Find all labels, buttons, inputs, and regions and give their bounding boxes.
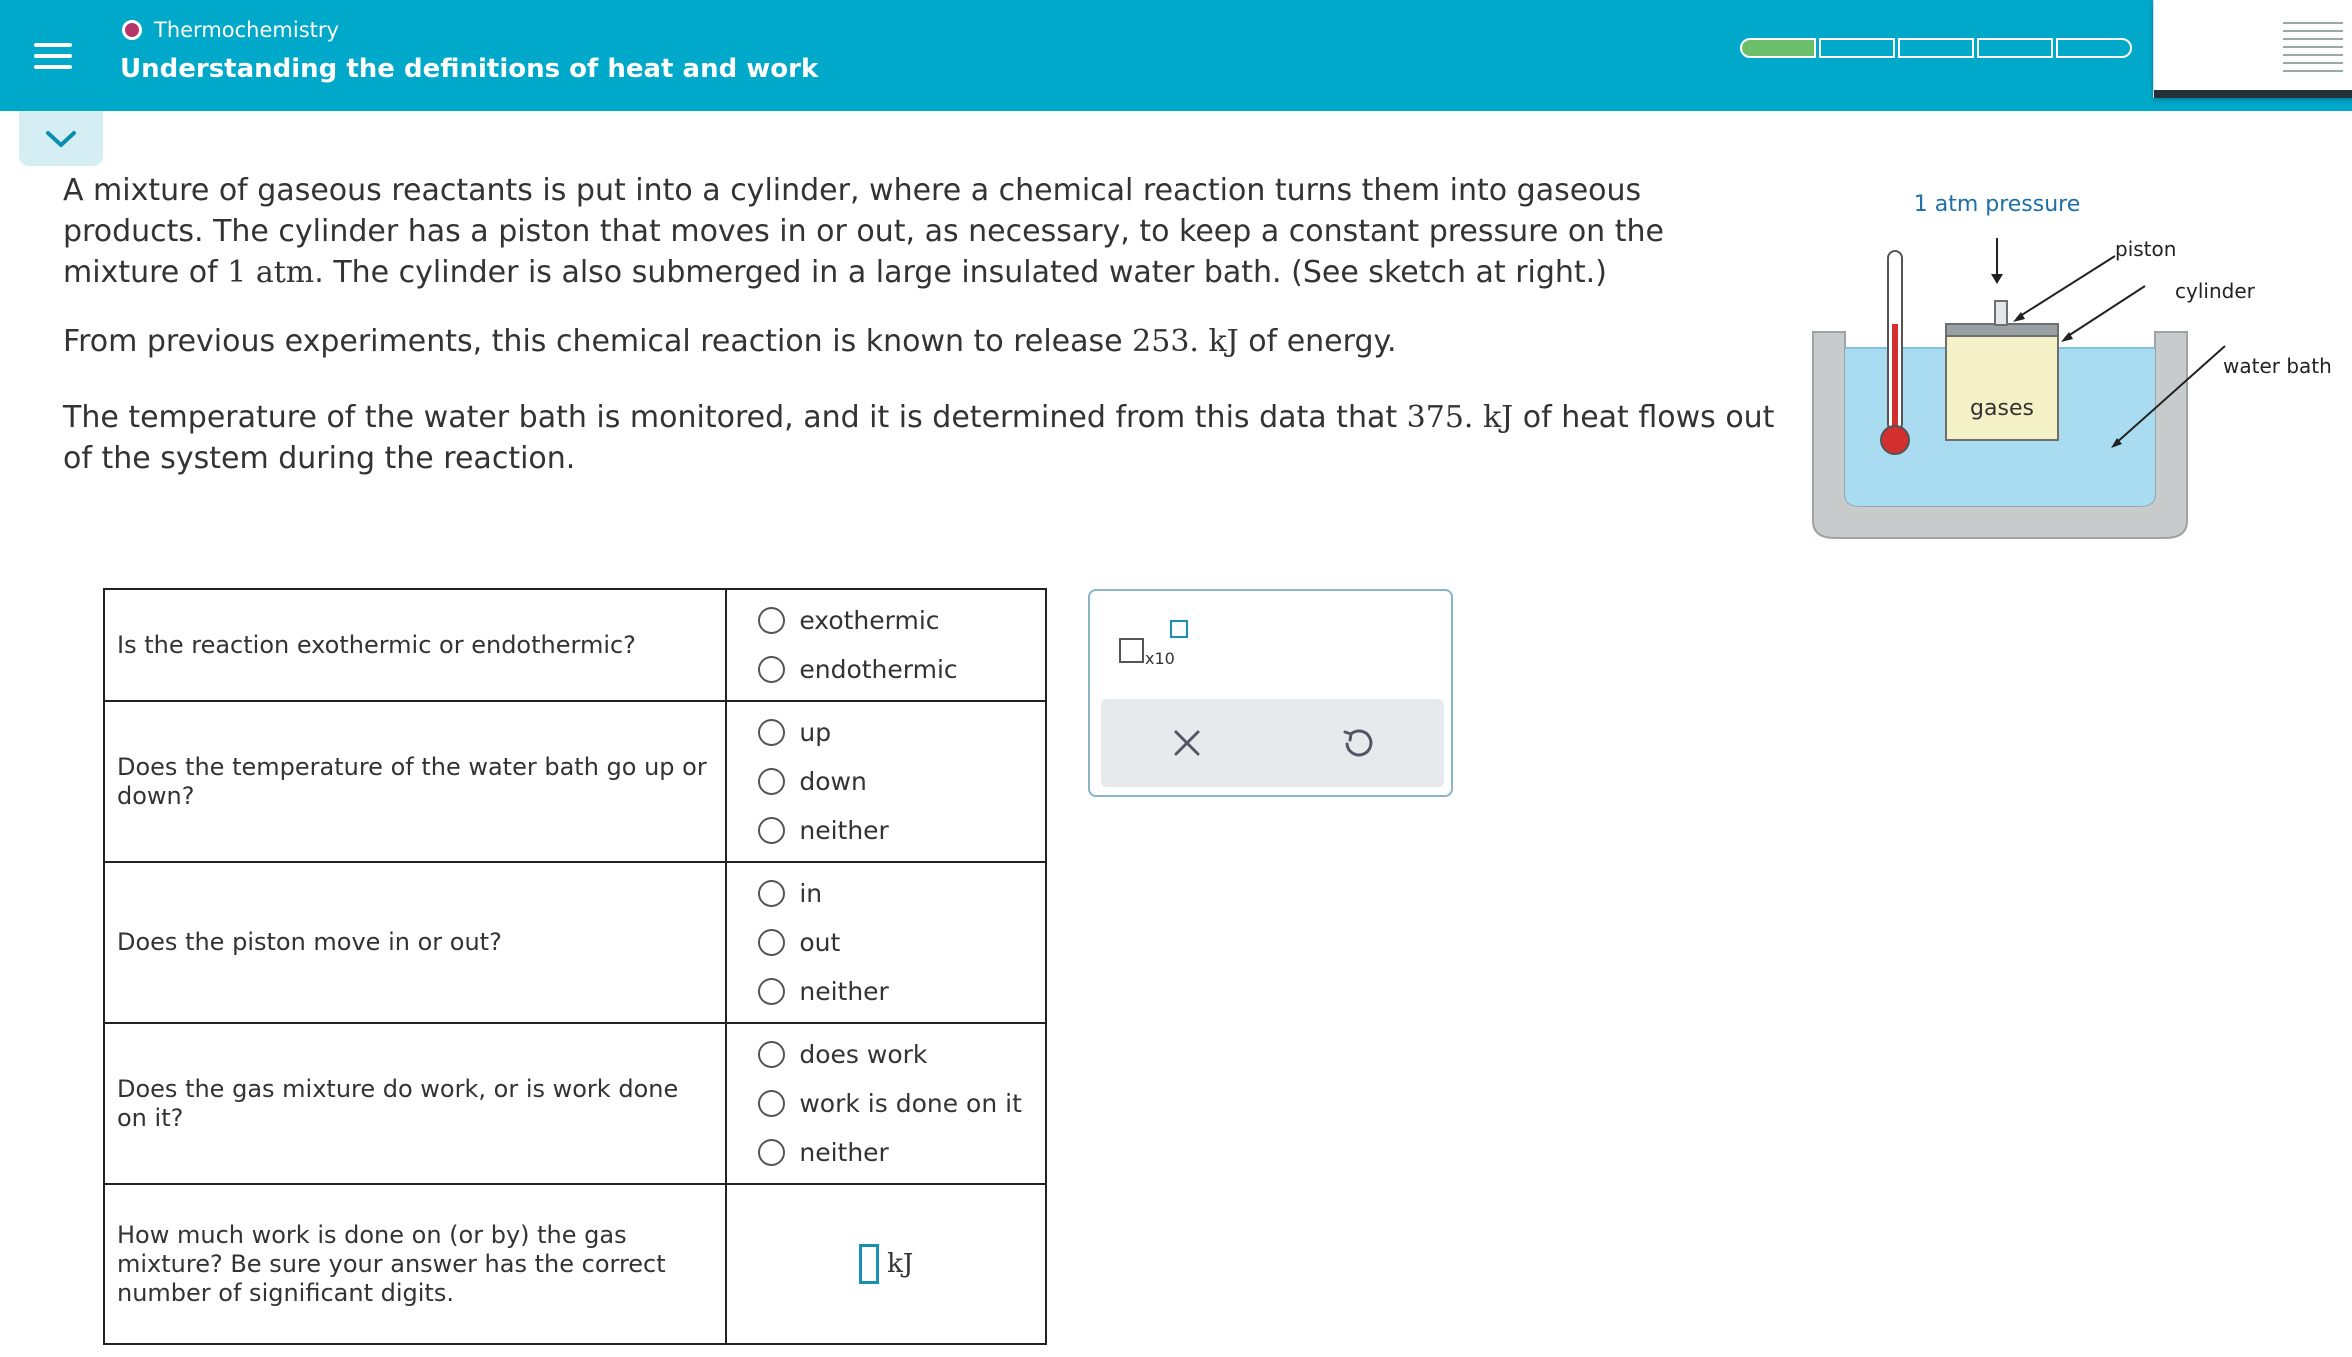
option-neither[interactable]: neither (727, 1128, 1045, 1177)
progress-segment (1898, 38, 1974, 58)
page-thumbnail[interactable] (2153, 0, 2352, 98)
pressure-label: 1 atm pressure (1913, 192, 2081, 217)
table-row (104, 862, 1046, 1023)
exponent-box-icon (1170, 620, 1188, 638)
close-icon (1172, 728, 1202, 758)
table-row (104, 589, 1046, 701)
question-table (103, 588, 1047, 1345)
question-prompt: Does the piston move in or out? (104, 862, 726, 1023)
question-prompt: How much work is done on (or by) the gas mixture? Be sure your answer has the correct number of significant digits. (104, 1184, 726, 1344)
question-prompt: Is the reaction exothermic or endothermic? (104, 589, 726, 701)
math-tool-panel (1088, 589, 1453, 797)
radio-button[interactable] (758, 1090, 785, 1117)
problem-paragraph-1: A mixture of gaseous reactants is put into a cylinder, where a chemical reaction turns them into gaseous products. The cylinder has a piston that moves in or out, as necessary, to keep a constant pressure on the mixture of 1 atm. The cylinder is also submerged in a large insulated water bath. (See sketch at right.) (63, 173, 1664, 290)
progress-segment (1819, 38, 1895, 58)
cylinder-label: cylinder (2175, 279, 2255, 303)
question-prompt: Does the temperature of the water bath go up or down? (104, 701, 726, 862)
option-up[interactable]: up (727, 708, 1045, 757)
topic-dot-icon (122, 20, 142, 40)
option-neither[interactable]: neither (727, 806, 1045, 855)
answer-options (726, 701, 1046, 862)
hamburger-icon (34, 36, 72, 76)
radio-button[interactable] (758, 1041, 785, 1068)
option-endothermic[interactable]: endothermic (727, 645, 1045, 694)
chevron-down-icon (44, 128, 78, 150)
radio-button[interactable] (758, 880, 785, 907)
radio-button[interactable] (758, 607, 785, 634)
option-work-done-on-it[interactable]: work is done on it (727, 1079, 1045, 1128)
problem-paragraph-2: From previous experiments, this chemical reaction is known to release 253. kJ of energy. (63, 324, 1397, 359)
page-title: Understanding the definitions of heat and work (120, 54, 819, 84)
collapse-toggle[interactable] (19, 111, 103, 166)
answer-cell (726, 1184, 1046, 1344)
radio-button[interactable] (758, 768, 785, 795)
undo-icon (1341, 726, 1375, 760)
answer-unit: kJ (887, 1249, 914, 1279)
radio-button[interactable] (758, 929, 785, 956)
radio-button[interactable] (758, 978, 785, 1005)
topic-label: Thermochemistry (154, 18, 339, 42)
answer-options (726, 862, 1046, 1023)
piston-label: piston (2115, 237, 2177, 261)
progress-segment (2056, 38, 2132, 58)
undo-button[interactable] (1272, 699, 1443, 787)
progress-segment (1977, 38, 2053, 58)
option-neither[interactable]: neither (727, 967, 1045, 1016)
question-prompt: Does the gas mixture do work, or is work done on it? (104, 1023, 726, 1184)
answer-options (726, 589, 1046, 701)
water-bath-label: water bath (2223, 354, 2332, 378)
gases-label: gases (1970, 396, 2034, 421)
top-bar (0, 0, 2352, 111)
option-in[interactable]: in (727, 869, 1045, 918)
option-out[interactable]: out (727, 918, 1045, 967)
menu-button[interactable] (0, 0, 106, 111)
radio-button[interactable] (758, 656, 785, 683)
answer-options (726, 1023, 1046, 1184)
option-does-work[interactable]: does work (727, 1030, 1045, 1079)
table-row (104, 1184, 1046, 1344)
tool-actions (1101, 699, 1444, 787)
progress-segment (1740, 38, 1816, 58)
table-row (104, 701, 1046, 862)
table-row (104, 1023, 1046, 1184)
clear-button[interactable] (1101, 699, 1272, 787)
radio-button[interactable] (758, 817, 785, 844)
option-exothermic[interactable]: exothermic (727, 596, 1045, 645)
work-answer-input[interactable] (859, 1244, 879, 1284)
radio-button[interactable] (758, 1139, 785, 1166)
problem-paragraph-3: The temperature of the water bath is monitored, and it is determined from this data that 375. kJ of heat flows out of the system during the reaction. (63, 400, 1775, 476)
base-box-icon (1119, 638, 1144, 663)
scientific-notation-button[interactable] (1119, 620, 1189, 666)
apparatus-sketch (1795, 176, 2352, 556)
x10-label: x10 (1145, 649, 1175, 668)
topic-row (122, 18, 339, 42)
progress-bar (1740, 38, 2132, 58)
option-down[interactable]: down (727, 757, 1045, 806)
radio-button[interactable] (758, 719, 785, 746)
